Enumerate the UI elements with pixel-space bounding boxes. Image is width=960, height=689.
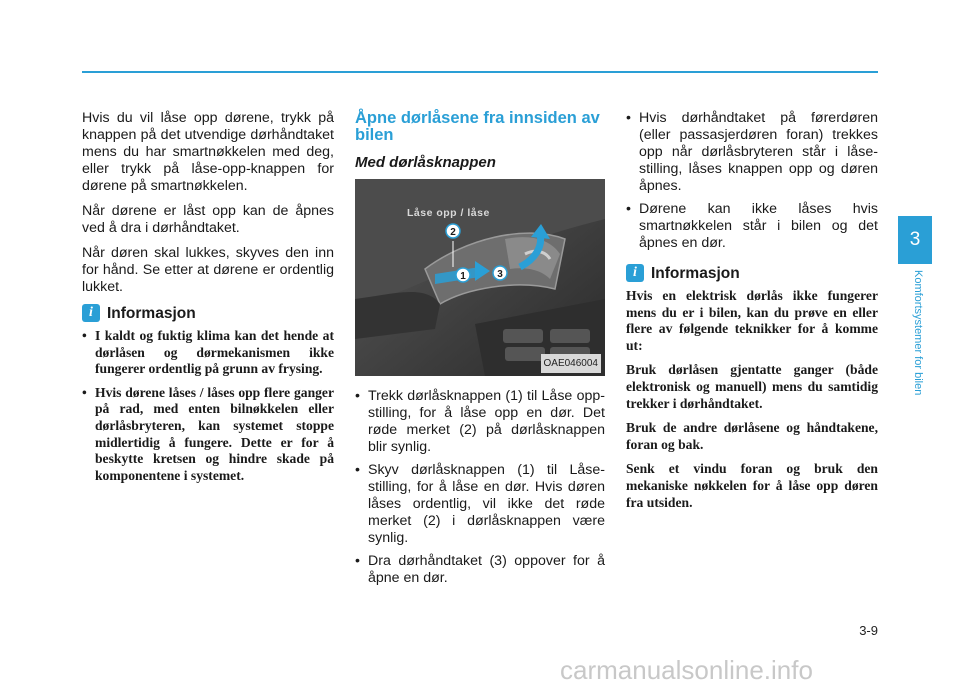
info-icon: i xyxy=(626,264,644,282)
callout-3: 3 xyxy=(497,269,503,280)
list-item: • Dørene kan ikke låses hvis smartnøkkelen står i bilen og det åpnes en dør. xyxy=(626,201,878,252)
paragraph: Når dørene er låst opp kan de åpnes ved å dra i dørhåndtaket. xyxy=(82,203,334,236)
list-item: • Dra dørhåndtaket (3) oppover for å åpne en dør. xyxy=(355,553,605,587)
column-middle xyxy=(355,110,605,593)
figure-label: Låse opp / låse xyxy=(407,207,490,219)
info-paragraph: Bruk dørlåsen gjentatte ganger (både elektronisk og manuell) mens du samtidig trekker i dørhåndtaket. xyxy=(626,362,878,411)
door-lock-figure xyxy=(355,179,605,376)
instruction-list xyxy=(355,388,605,587)
info-paragraph: Bruk de andre dørlåsene og håndtakene, foran og bak. xyxy=(626,420,878,452)
instruction-list xyxy=(626,110,878,252)
section-title: Åpne dørlåsene fra innsiden av bilen xyxy=(355,109,600,144)
list-item: • Hvis dørene låses / låses opp flere ganger på rad, med enten bilnøkkelen eller dørlåsbryteren, kan systemet stoppe midlertidig å fungere. Dette er for å beskytte kretsen og hindre skade på komponentene i systemet. xyxy=(82,385,334,485)
page-number: 3-9 xyxy=(859,623,878,638)
header-rule xyxy=(82,71,878,73)
paragraph: Når døren skal lukkes, skyves den inn for hånd. Se etter at dørene er ordentlig lukket. xyxy=(82,245,334,295)
info-heading xyxy=(82,304,334,322)
info-title: Informasjon xyxy=(651,264,740,282)
chapter-title: Komfortsystemer for bilen xyxy=(912,270,924,396)
watermark: carmanualsonline.info xyxy=(560,655,813,685)
column-right xyxy=(626,110,878,519)
list-item: • I kaldt og fuktig klima kan det hende at dørlåsen og dørmekanismen ikke fungerer ordentlig på grunn av frysing. xyxy=(82,328,334,378)
info-icon: i xyxy=(82,304,100,322)
info-list xyxy=(82,328,334,484)
paragraph: Hvis du vil låse opp dørene, trykk på knappen på det utvendige dørhåndtaket mens du har smartnøkkelen med deg, eller trykk på låse-opp-knappen for dørene på smartnøkkelen. xyxy=(82,110,334,194)
info-title: Informasjon xyxy=(107,304,196,322)
info-heading xyxy=(626,264,878,282)
callout-2: 2 xyxy=(450,227,456,238)
info-paragraph: Senk et vindu foran og bruk den mekaniske nøkkelen for å låse opp døren fra utsiden. xyxy=(626,461,878,510)
subsection-title: Med dørlåsknappen xyxy=(355,154,496,171)
column-left xyxy=(82,110,334,491)
list-item: • Skyv dørlåsknappen (1) til Låse-stilling, for å låse en dør. Hvis døren låses ordentlig, vil ikke det røde merket (2) i dørlåsknappen være synlig. xyxy=(355,462,605,547)
chapter-tab: 3 xyxy=(898,216,932,264)
list-item: • Hvis dørhåndtaket på førerdøren (eller passasjerdøren foran) trekkes opp når dørlåsbryteren står i låse-stilling, låses knappen opp og døren åpnes. xyxy=(626,110,878,195)
list-item: • Trekk dørlåsknappen (1) til Låse opp-stilling, for å låse opp en dør. Det røde merket (2) på dørlåsknappen blir synlig. xyxy=(355,388,605,456)
figure-code: OAE046004 xyxy=(541,354,602,373)
info-paragraph: Hvis en elektrisk dørlås ikke fungerer mens du er i bilen, kan du prøve en eller flere av følgende teknikker for å komme ut: xyxy=(626,288,878,353)
callout-1: 1 xyxy=(460,271,466,282)
